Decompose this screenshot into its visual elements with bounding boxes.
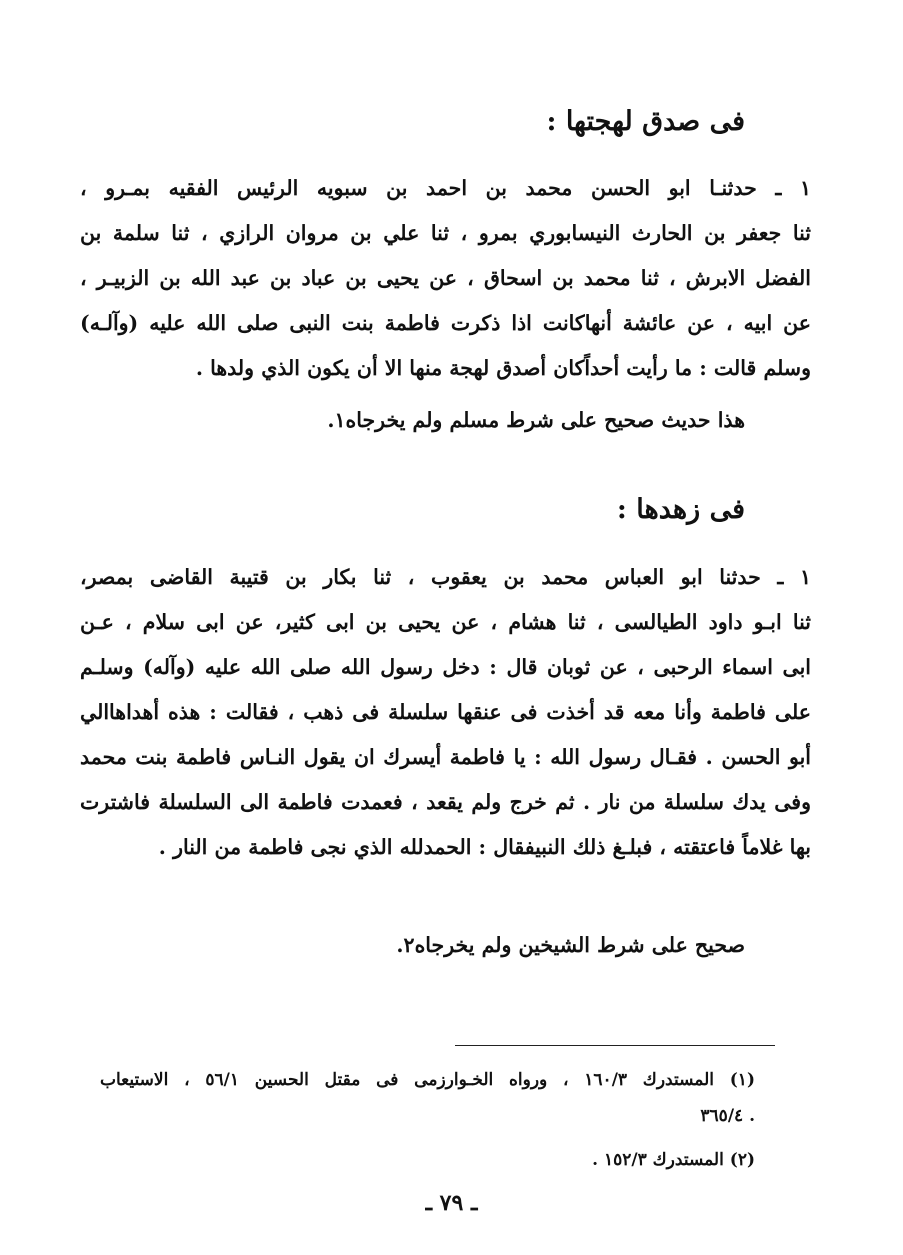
paragraph-line: ثنا جعفر بن الحارث النيسابوري بمرو ، ثنا علي بن مروان الرازي ، ثنا سلمة بن <box>80 221 811 245</box>
footnote-1-line-2: . ٣٦٥/٤ <box>700 1106 755 1126</box>
paragraph-line: على فاطمة وأنا معه قد أخذت فى عنقها سلسلة فى ذهب ، فقالت : هذه أهداهاالي <box>80 700 811 724</box>
hadith-grading-2: صحيح على شرط الشيخين ولم يخرجاه٢. <box>396 933 745 957</box>
hadith-grading-1: هذا حديث صحيح على شرط مسلم ولم يخرجاه١. <box>327 408 745 432</box>
page-number: ـ ٧٩ ـ <box>425 1190 478 1216</box>
paragraph-line: أبو الحسن . فقـال رسول الله : يا فاطمة أيسرك ان يقول النـاس فاطمة بنت محمد <box>80 745 811 769</box>
paragraph-line: ثنا ابـو داود الطيالسى ، ثنا هشام ، عن يحيى بن ابى كثير، عن ابى سلام ، عـن <box>80 610 811 634</box>
paragraph-line: وفى يدك سلسلة من نار . ثم خرج ولم يقعد ، فعمدت فاطمة الى السلسلة فاشترت <box>80 790 811 814</box>
paragraph-line: ١ ـ حدثنـا ابو الحسن محمد بن احمد بن سبويه الرئيس الفقيه بمـرو ، <box>80 176 811 200</box>
paragraph-line: عن ابيه ، عن عائشة أنهاكانت اذا ذكرت فاطمة بنت النبى صلى الله عليه (وآلـه) <box>80 311 811 335</box>
paragraph-line: ١ ـ حدثنا ابو العباس محمد بن يعقوب ، ثنا بكار بن قتيبة القاضى بمصر، <box>80 565 811 589</box>
footnote-divider <box>455 1045 775 1046</box>
footnote-2: (٢) المستدرك ١٥٢/٣ . <box>592 1150 755 1170</box>
section-heading-truthfulness: فى صدق لهجتها : <box>546 106 745 137</box>
paragraph-line: ابى اسماء الرحبى ، عن ثوبان قال : دخل رسول الله صلى الله عليه (وآله) وسلـم <box>80 655 811 679</box>
hadith-paragraph-2 <box>80 555 811 870</box>
paragraph-line: الفضل الابرش ، ثنا محمد بن اسحاق ، عن يحيى بن عباد بن عبد الله بن الزبيـر ، <box>80 266 811 290</box>
paragraph-line: وسلم قالت : ما رأيت أحداًكان أصدق لهجة منها الا أن يكون الذي ولدها . <box>195 356 811 380</box>
footnote-1-line-1: (١) المستدرك ١٦٠/٣ ، ورواه الخـوارزمى فى مقتل الحسين ٥٦/١ ، الاستيعاب <box>100 1070 755 1090</box>
hadith-paragraph-1 <box>80 166 811 391</box>
paragraph-line: بها غلاماً فاعتقته ، فبلـغ ذلك النبيفقال : الحمدلله الذي نجى فاطمة من النار . <box>158 835 811 859</box>
section-heading-asceticism: فى زهدها : <box>616 494 745 525</box>
